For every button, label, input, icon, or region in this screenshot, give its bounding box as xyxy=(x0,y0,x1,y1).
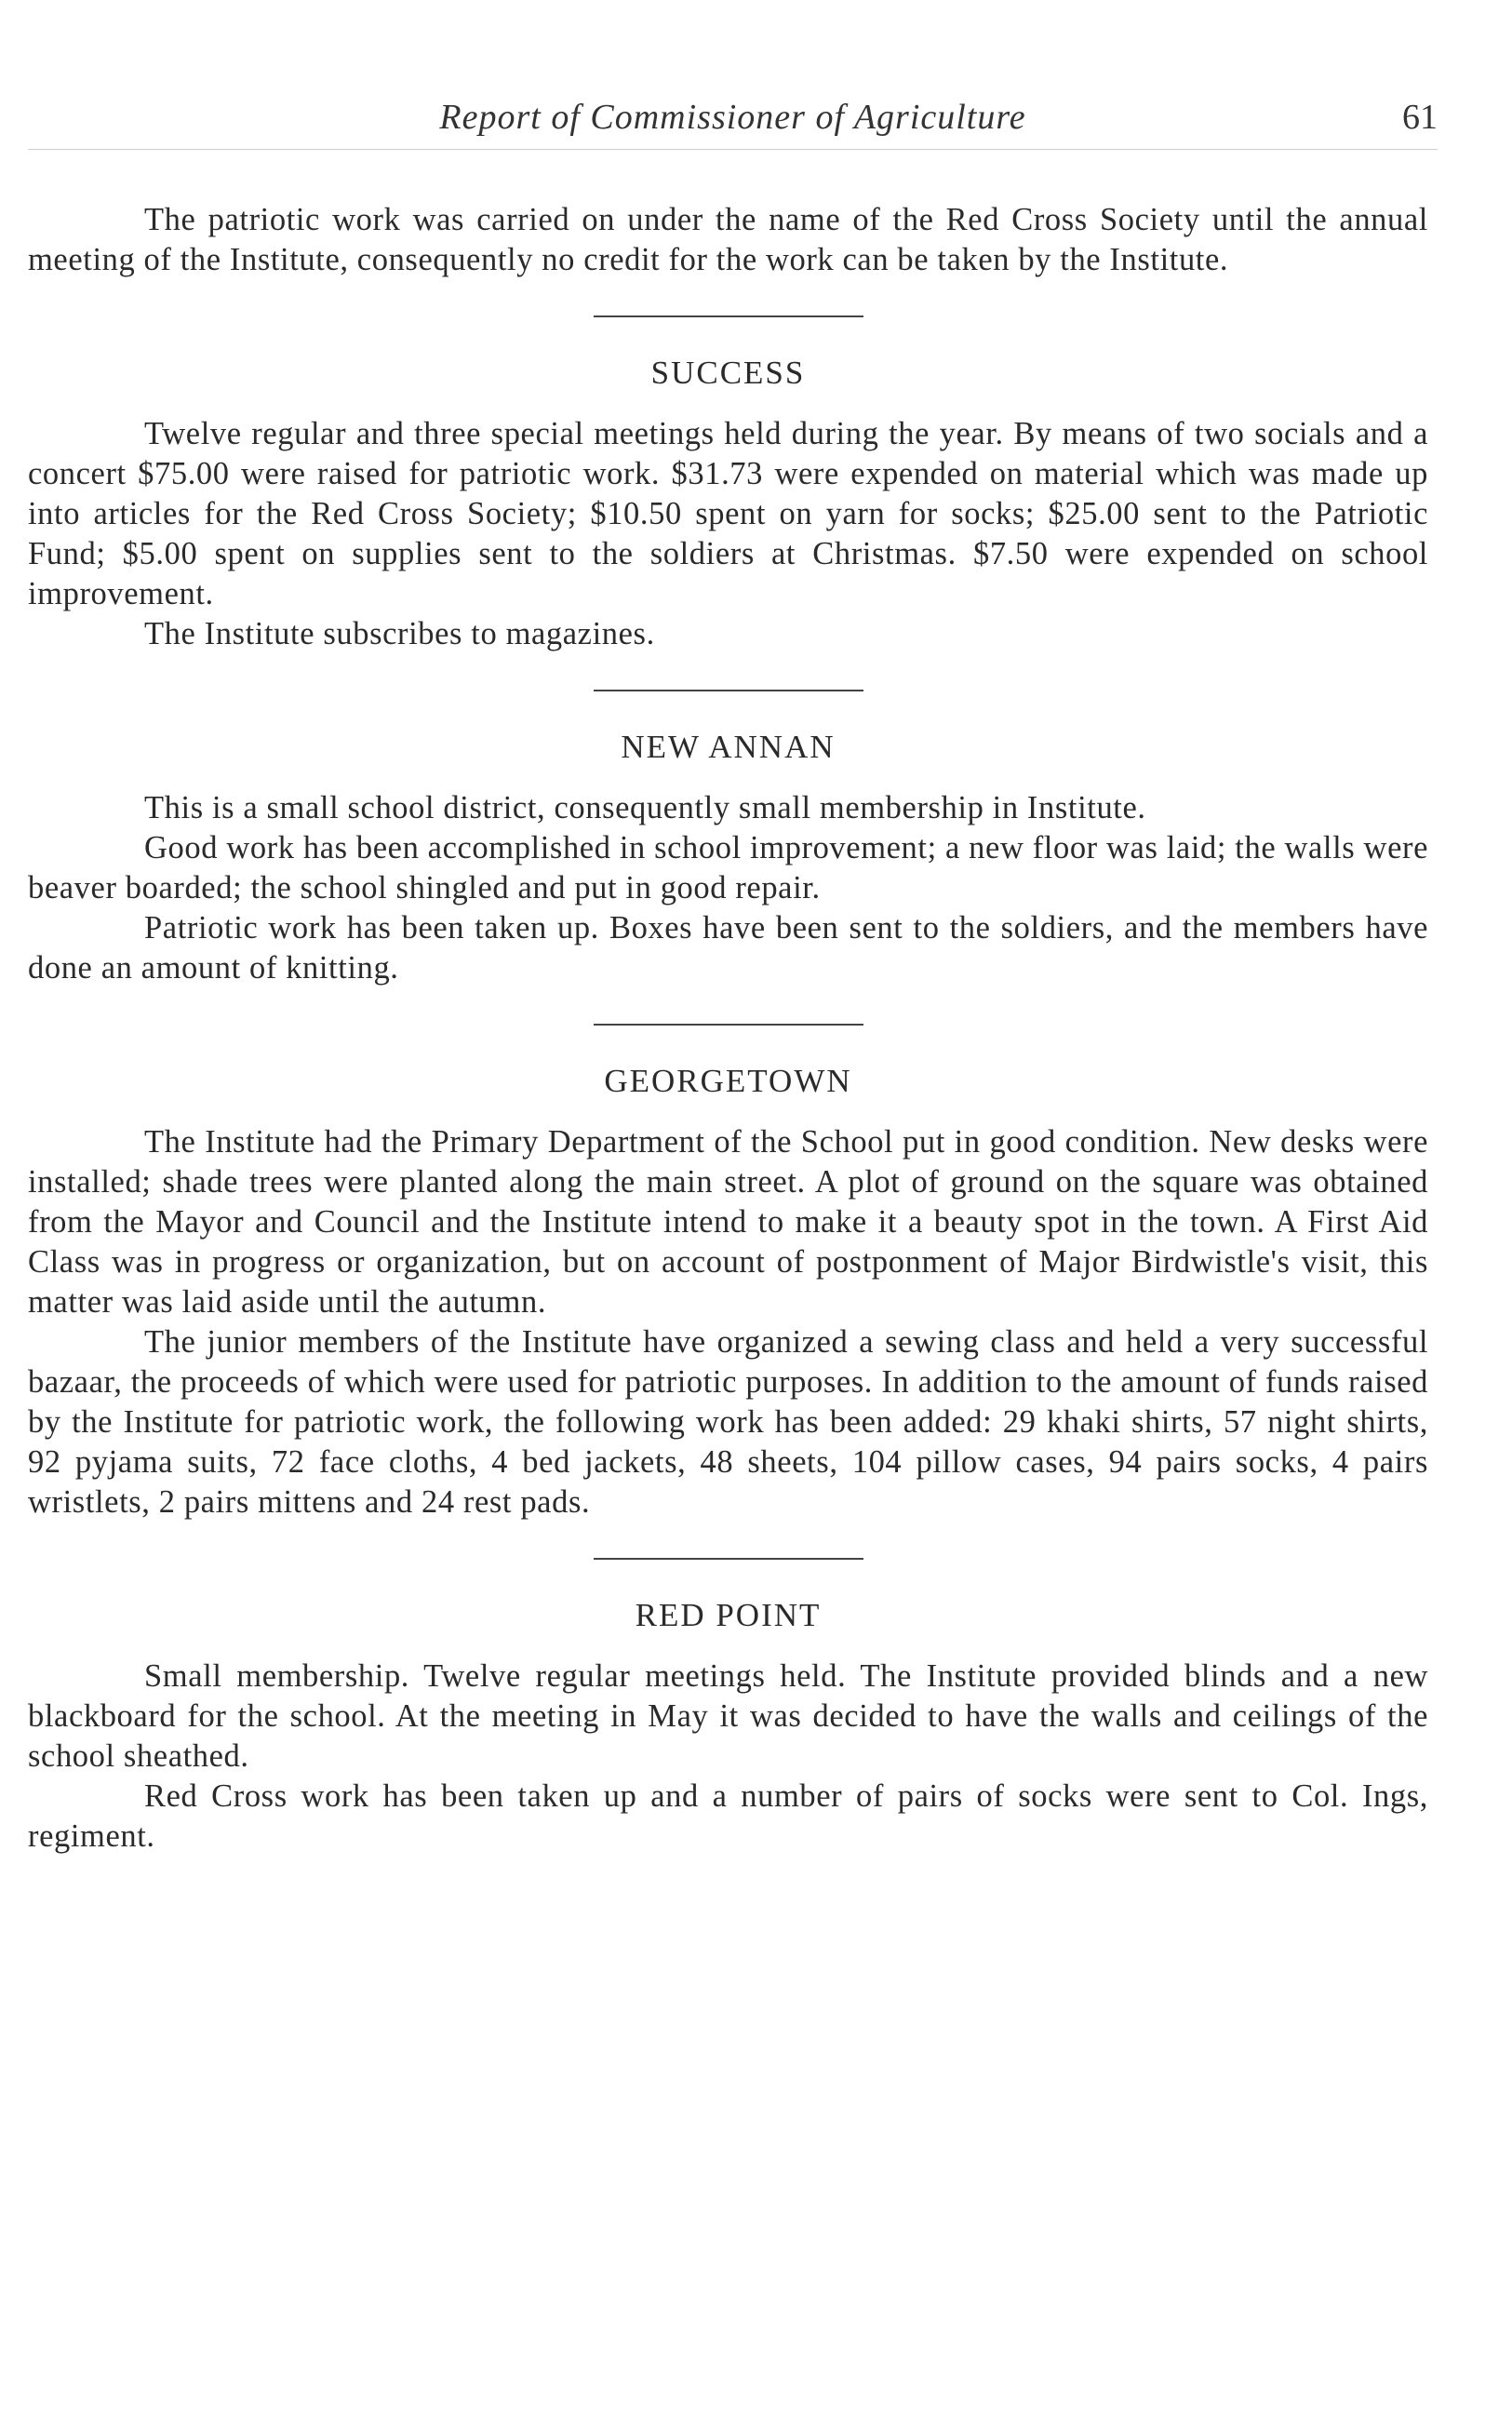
intro-paragraph: The patriotic work was carried on under the name of the Red Cross Society until the annual meeting of the Institute, consequently no credit for the work can be taken by the Institute. xyxy=(28,202,1428,277)
section-paragraph: The junior members of the Institute have organized a sewing class and held a very successful bazaar, the proceeds of which were used for patriotic purposes. In addition to the amount of funds raised by the Institute for patriotic work, the following work has been added: 29 khaki shirts, 57 night shirts, 92 pyjama suits, 72 face cloths, 4 bed jackets, 48 sheets, 104 pillow cases, 94 pairs socks, 4 pairs wristlets, 2 pairs mittens and 24 rest pads. xyxy=(28,1324,1428,1520)
section-title: SUCCESS xyxy=(650,355,806,391)
section-red-point xyxy=(28,1595,1428,1857)
intro-block xyxy=(28,200,1428,280)
page-header xyxy=(28,93,1438,150)
section-paragraph: Red Cross work has been taken up and a number of pairs of socks were sent to Col. Ings, regiment. xyxy=(28,1778,1428,1854)
section-paragraph: Good work has been accomplished in school improvement; a new floor was laid; the walls were beaver boarded; the school shingled and put in good repair. xyxy=(28,830,1428,905)
section-paragraph: Small membership. Twelve regular meetings held. The Institute provided blinds and a new blackboard for the school. At the meeting in May it was decided to have the walls and ceilings of the school sheathed. xyxy=(28,1658,1428,1774)
section-new-annan xyxy=(28,727,1428,988)
running-head: Report of Commissioner of Agriculture xyxy=(439,98,1026,137)
section-paragraph: The Institute had the Primary Department of the School put in good condition. New desks were installed; shade trees were planted along the main street. A plot of ground on the square was obtained from the Mayor and Council and the Institute intend to make it a beauty spot in the town. A First Aid Class was in progress or organization, but on account of postponment of Major Birdwistle's visit, this matter was laid aside until the autumn. xyxy=(28,1124,1428,1320)
section-paragraph: This is a small school district, consequently small membership in Institute. xyxy=(144,790,1146,825)
section-paragraph: Twelve regular and three special meetings held during the year. By means of two socials and a concert $75.00 were raised for patriotic work. $31.73 were expended on material which was made up into articles for the Red Cross Society; $10.50 spent on yarn for socks; $25.00 sent to the Patriotic Fund; $5.00 spent on supplies sent to the soldiers at Christmas. $7.50 were expended on school improvement. xyxy=(28,416,1428,611)
section-paragraph: The Institute subscribes to magazines. xyxy=(144,616,655,651)
section-success xyxy=(28,353,1428,654)
section-paragraph: Patriotic work has been taken up. Boxes have been sent to the soldiers, and the members have done an amount of knitting. xyxy=(28,910,1428,986)
section-georgetown xyxy=(28,1061,1428,1523)
section-title: GEORGETOWN xyxy=(604,1063,852,1099)
section-title: RED POINT xyxy=(635,1597,822,1633)
page-body xyxy=(28,200,1428,1857)
page-number: 61 xyxy=(1402,98,1438,137)
section-title: NEW ANNAN xyxy=(621,729,836,765)
